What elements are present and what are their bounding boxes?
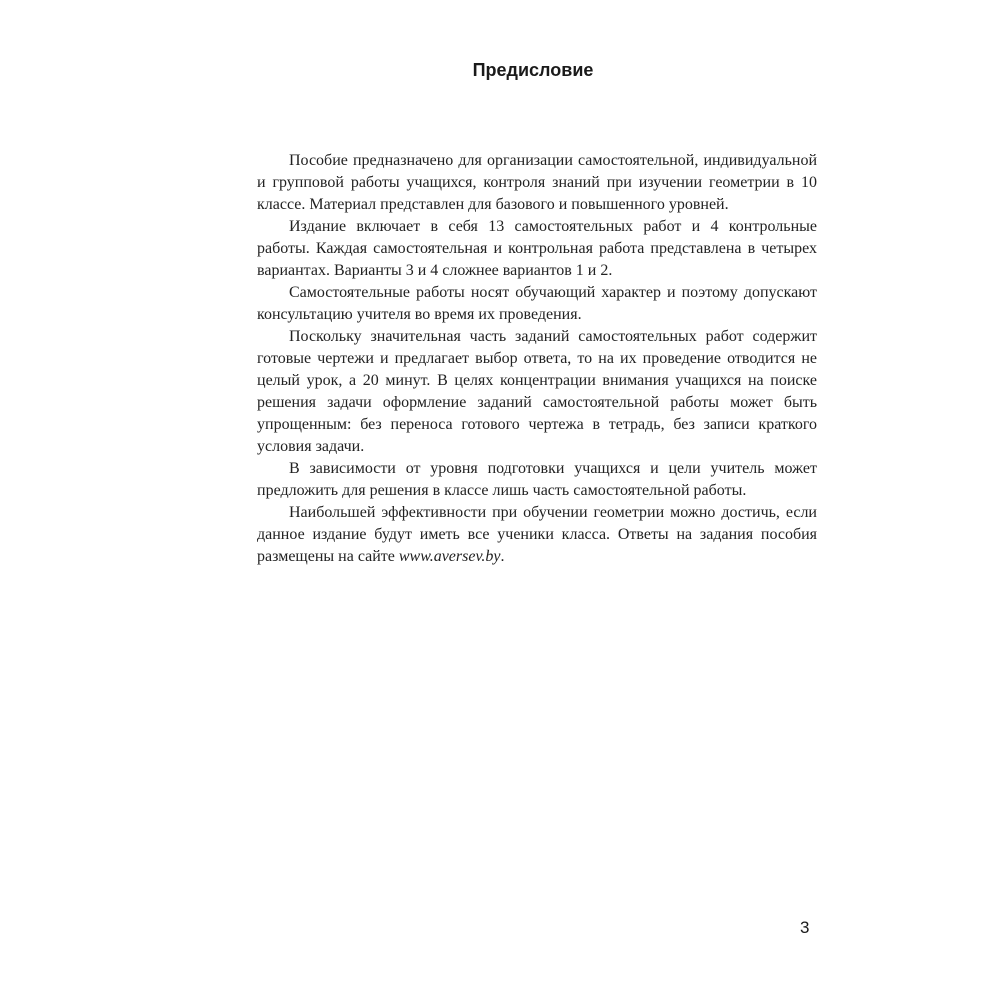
- page-title: Предисловие: [472, 60, 594, 80]
- paragraph-contents: Издание включает в себя 13 самостоятельных работ и 4 контрольные работы. Каждая самостоятельная и контрольная работа представлена в четырех вариантах. Варианты 3 и 4 сложнее вариантов 1 и 2.: [257, 218, 817, 279]
- website-link[interactable]: www.aversev.by: [398, 548, 501, 565]
- paragraph-task-format: Поскольку значительная часть заданий самостоятельных работ содержит готовые чертежи и предлагает выбор ответа, то на их проведение отводится не целый урок, а 20 минут. В целях концентрации внимания учащихся на поиске решения задачи оформление заданий самостоятельной работы может быть упрощенным: без переноса готового чертежа в тетрадь, без записи краткого условия задачи.: [257, 328, 817, 455]
- paragraph-answers-text: Наибольшей эффективности при обучении геометрии можно достичь, если данное издание будут иметь все ученики класса. Ответы на задания пособия размещены на сайте: [257, 504, 817, 565]
- paragraph-teacher-choice: В зависимости от уровня подготовки учащихся и цели учитель может предложить для решения в классе лишь часть самостоятельной работы.: [257, 460, 817, 499]
- paragraph-answers-end: .: [500, 548, 505, 565]
- paragraph-independent-work: Самостоятельные работы носят обучающий характер и поэтому допускают консультацию учителя во время их проведения.: [257, 284, 817, 323]
- preface-body: [257, 150, 817, 568]
- paragraph-purpose: Пособие предназначено для организации самостоятельной, индивидуальной и групповой работы учащихся, контроля знаний при изучении геометрии в 10 классе. Материал представлен для базового и повышенного уровней.: [257, 152, 817, 213]
- page-number: 3: [800, 918, 810, 937]
- paragraph-answers: [257, 502, 817, 568]
